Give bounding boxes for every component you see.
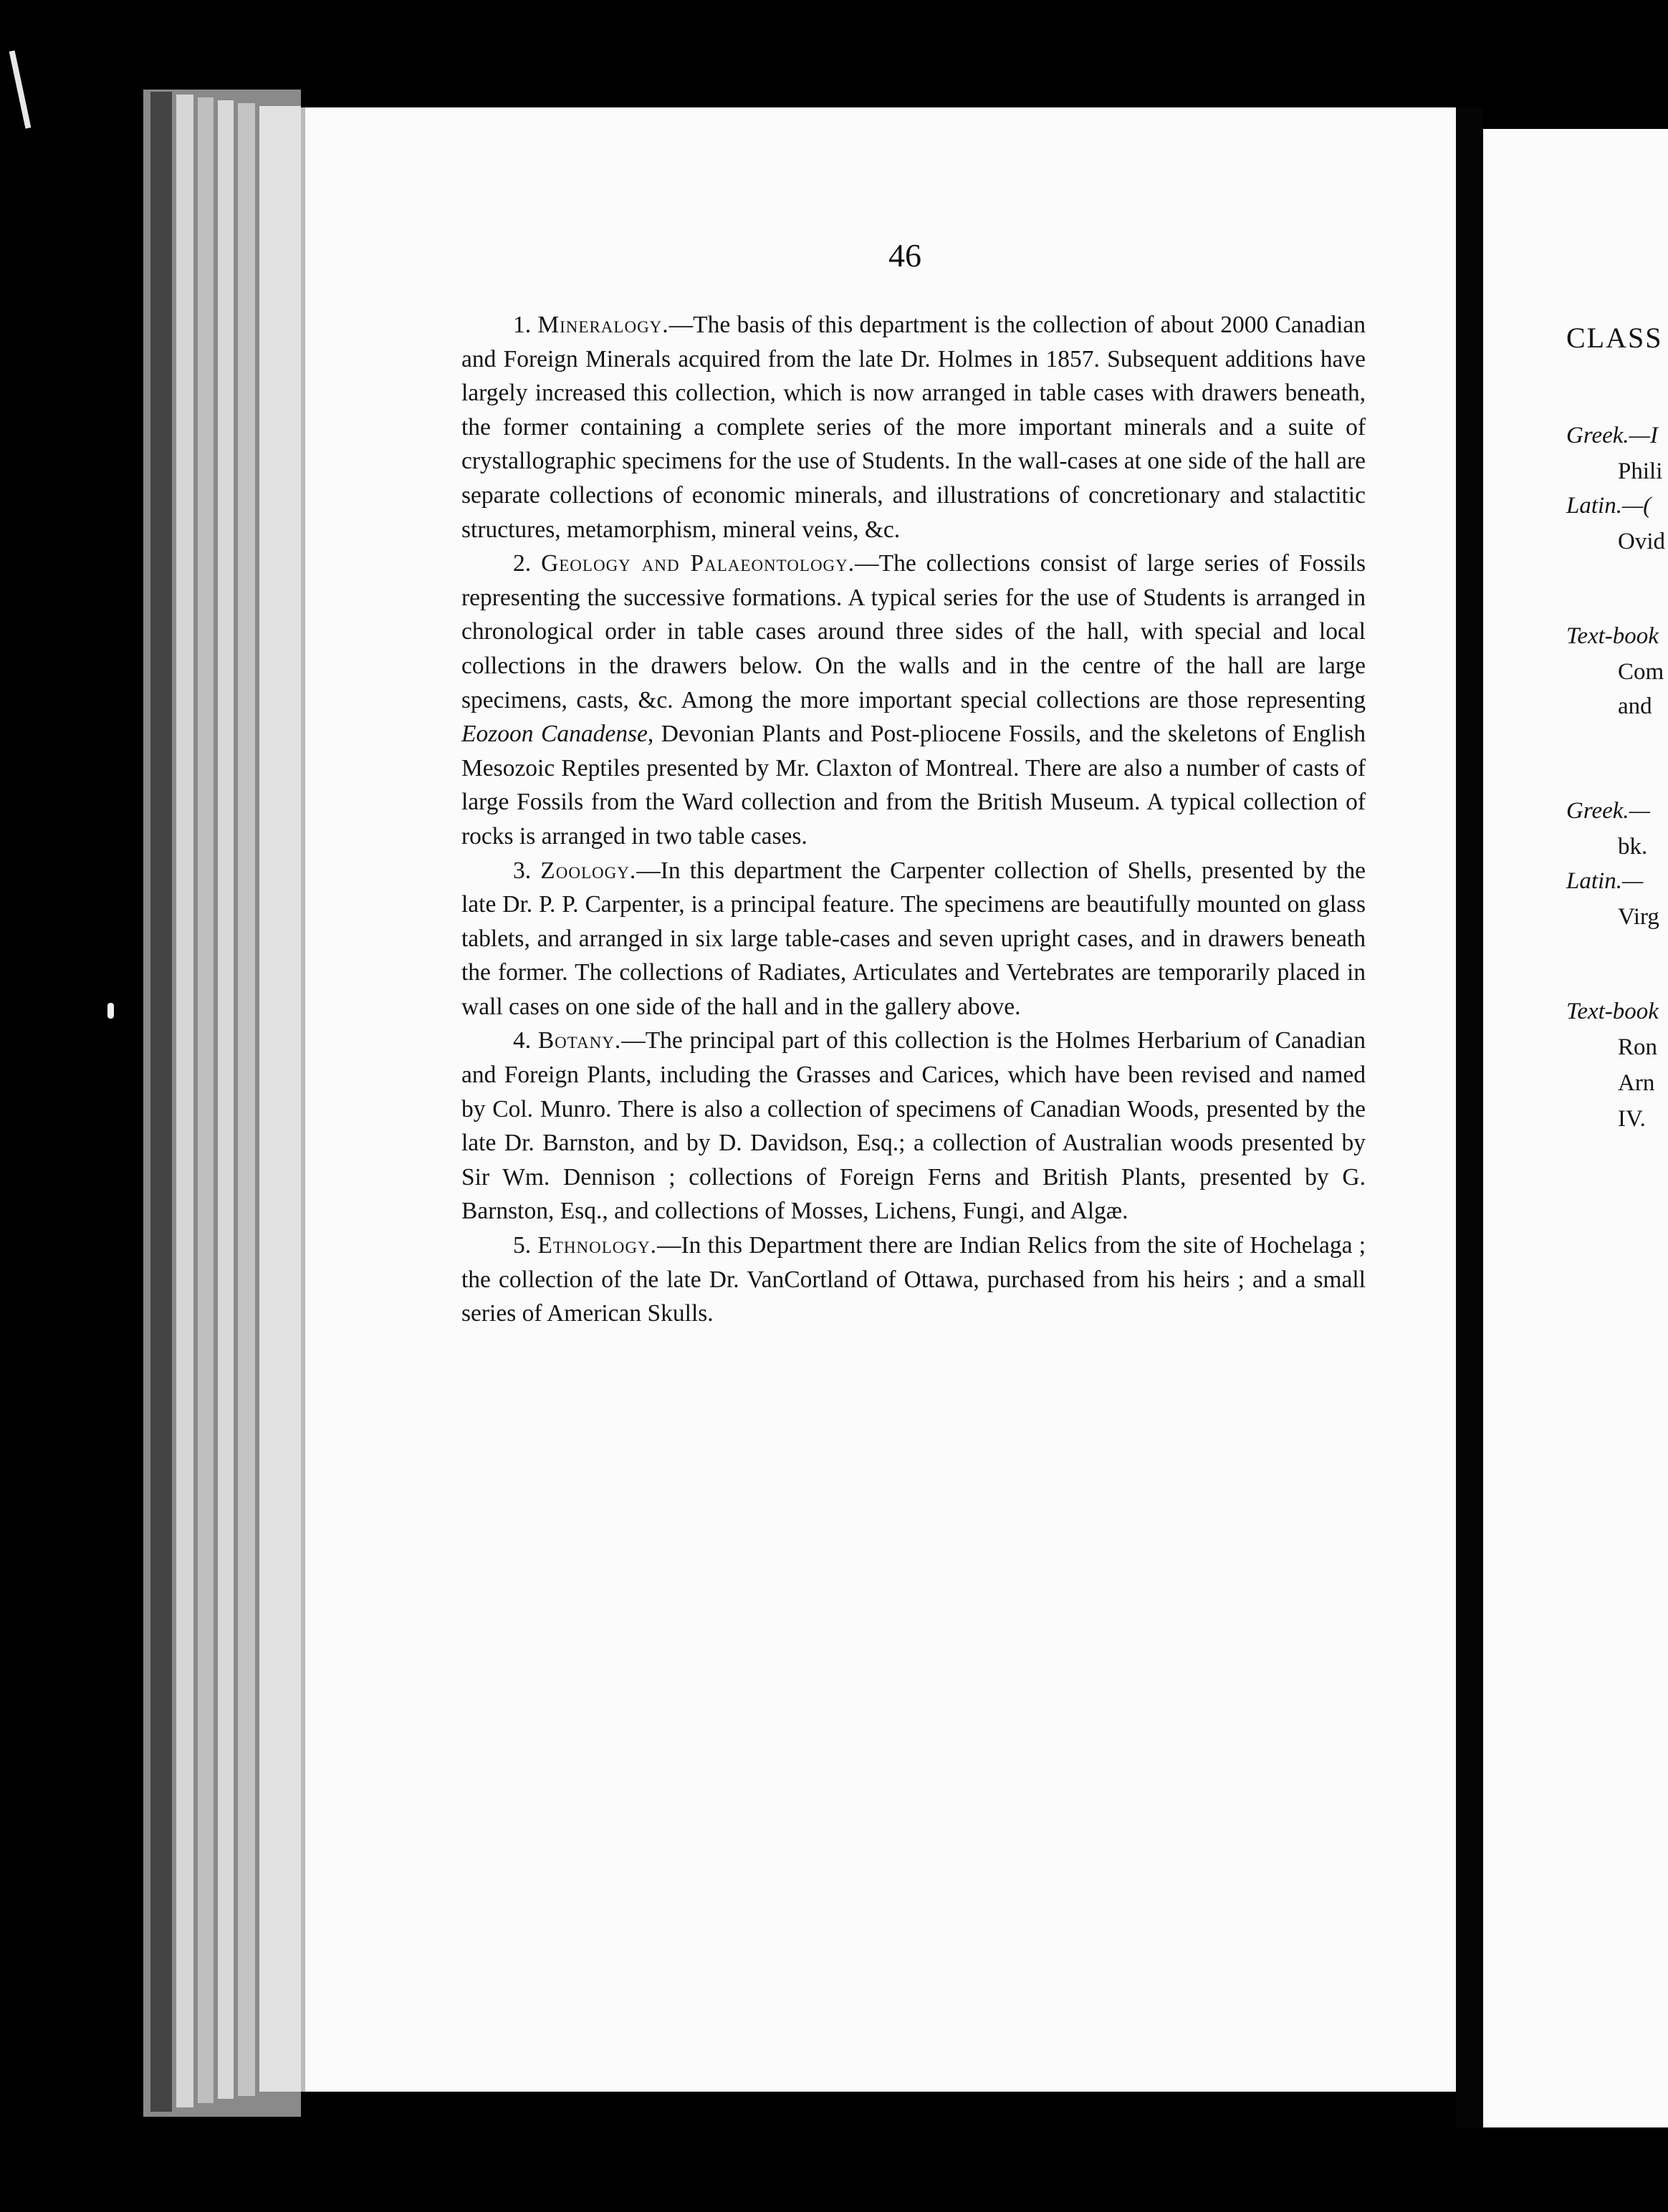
section-heading: Zoology. (540, 857, 637, 884)
page-edge-5 (238, 103, 255, 2096)
right-line: Arn (1618, 1070, 1655, 1096)
right-line: Text-book (1566, 999, 1659, 1024)
page-edge-4 (218, 100, 234, 2099)
right-line: Greek.— (1566, 798, 1650, 824)
paragraph-geology (461, 547, 1366, 853)
paragraph-number: 1. (513, 312, 532, 338)
paragraph-text: —The principal part of this collection is the Holmes Herbarium of Canadian and Foreign Plants, including the Grasses and Carices, which have been revised and named by Col. Munro. There is also a collection of specimens of Canadian Woods, presented by the late Dr. Barnston, and by D. Davidson, Esq.; a collection of Australian woods presented by Sir Wm. Dennison ; collections of Foreign Ferns and British Plants, presented by G. Barnston, Esq., and collections of Mosses, Lichens, Fungi, and Algæ. (461, 1027, 1366, 1225)
paragraph-text: —The basis of this department is the collection of about 2000 Canadian and Foreign Minerals acquired from the late Dr. Holmes in 1857. Subsequent additions have largely increased this collection, which is now arranged in table cases with drawers beneath, the former containing a complete series of the more important minerals and a suite of crystallographic specimens for the use of Students. In the wall-cases at one side of the hall are separate collections of economic minerals, and illustrations of concretionary and stalactitic structures, metamorphism, mineral veins, &c. (461, 312, 1366, 543)
section-heading: Mineralogy. (537, 312, 669, 338)
left-page-margin-rule (301, 107, 305, 2092)
right-line: bk. (1618, 834, 1648, 860)
section-heading: Ethnology. (537, 1232, 657, 1259)
right-line: IV. (1618, 1106, 1646, 1132)
page-number: 46 (888, 237, 921, 274)
paragraph-text: —The collections consist of large series of Fossils representing the successive formations. A typical series for the use of Students is arranged in chronological order in table cases around three sides of the hall, with special and local collections in the drawers below. On the walls and in the centre of the hall are large specimens, casts, &c. Among the more important special collections are those representing (461, 550, 1366, 713)
body-text (461, 308, 1366, 1331)
paragraph-ethnology (461, 1228, 1366, 1331)
book-gutter (1456, 107, 1483, 2127)
section-heading: Geology and Palaeontology. (541, 550, 855, 577)
right-line: Greek.—I (1566, 423, 1658, 448)
paragraph-botany (461, 1024, 1366, 1228)
paragraph-number: 4. (513, 1027, 532, 1054)
paragraph-text-continued: , Devonian Plants and Post-pliocene Fossils, and the skeletons of English Mesozoic Reptiles presented by Mr. Claxton of Montreal. There are also a number of casts of large Fossils from the Ward collection and from the British Museum. A typical collection of rocks is arranged in two table cases. (461, 721, 1366, 850)
species-name: Eozoon Canadense (461, 721, 648, 748)
page-edge-2 (176, 95, 193, 2107)
section-heading: Botany. (537, 1027, 622, 1054)
right-line: Latin.—( (1566, 493, 1652, 519)
paragraph-number: 5. (513, 1232, 532, 1259)
scan-artifact-dot (107, 1003, 114, 1019)
right-line: Com (1618, 659, 1664, 685)
paragraph-mineralogy (461, 308, 1366, 547)
right-line: Ovid (1618, 529, 1665, 554)
page-edge-1 (150, 92, 172, 2112)
right-line: Latin.— (1566, 868, 1644, 894)
right-page-title: CLASS (1566, 322, 1663, 354)
paragraph-number: 3. (513, 857, 532, 884)
right-line: Ron (1618, 1034, 1658, 1060)
paragraph-text: —In this department the Carpenter collection of Shells, presented by the late Dr. P. P. Carpenter, is a principal feature. The specimens are beautifully mounted on glass tablets, and arranged in six large table-cases and seven upright cases, and in drawers beneath the former. The collections of Radiates, Articulates and Vertebrates are temporarily placed in wall cases on one side of the hall and in the gallery above. (461, 857, 1366, 1020)
right-line: Phili (1618, 458, 1663, 484)
scan-artifact-mark (9, 50, 32, 128)
paragraph-number: 2. (513, 550, 532, 577)
page-edge-3 (198, 97, 214, 2103)
right-line: and (1618, 693, 1652, 719)
paragraph-zoology (461, 854, 1366, 1024)
right-line: Text-book (1566, 623, 1659, 649)
page-edge-6 (259, 106, 301, 2092)
paragraph-text: —In this Department there are Indian Relics from the site of Hochelaga ; the collection of the late Dr. VanCortland of Ottawa, purchased from his heirs ; and a small series of American Skulls. (461, 1232, 1366, 1327)
right-line: Virg (1618, 904, 1659, 930)
